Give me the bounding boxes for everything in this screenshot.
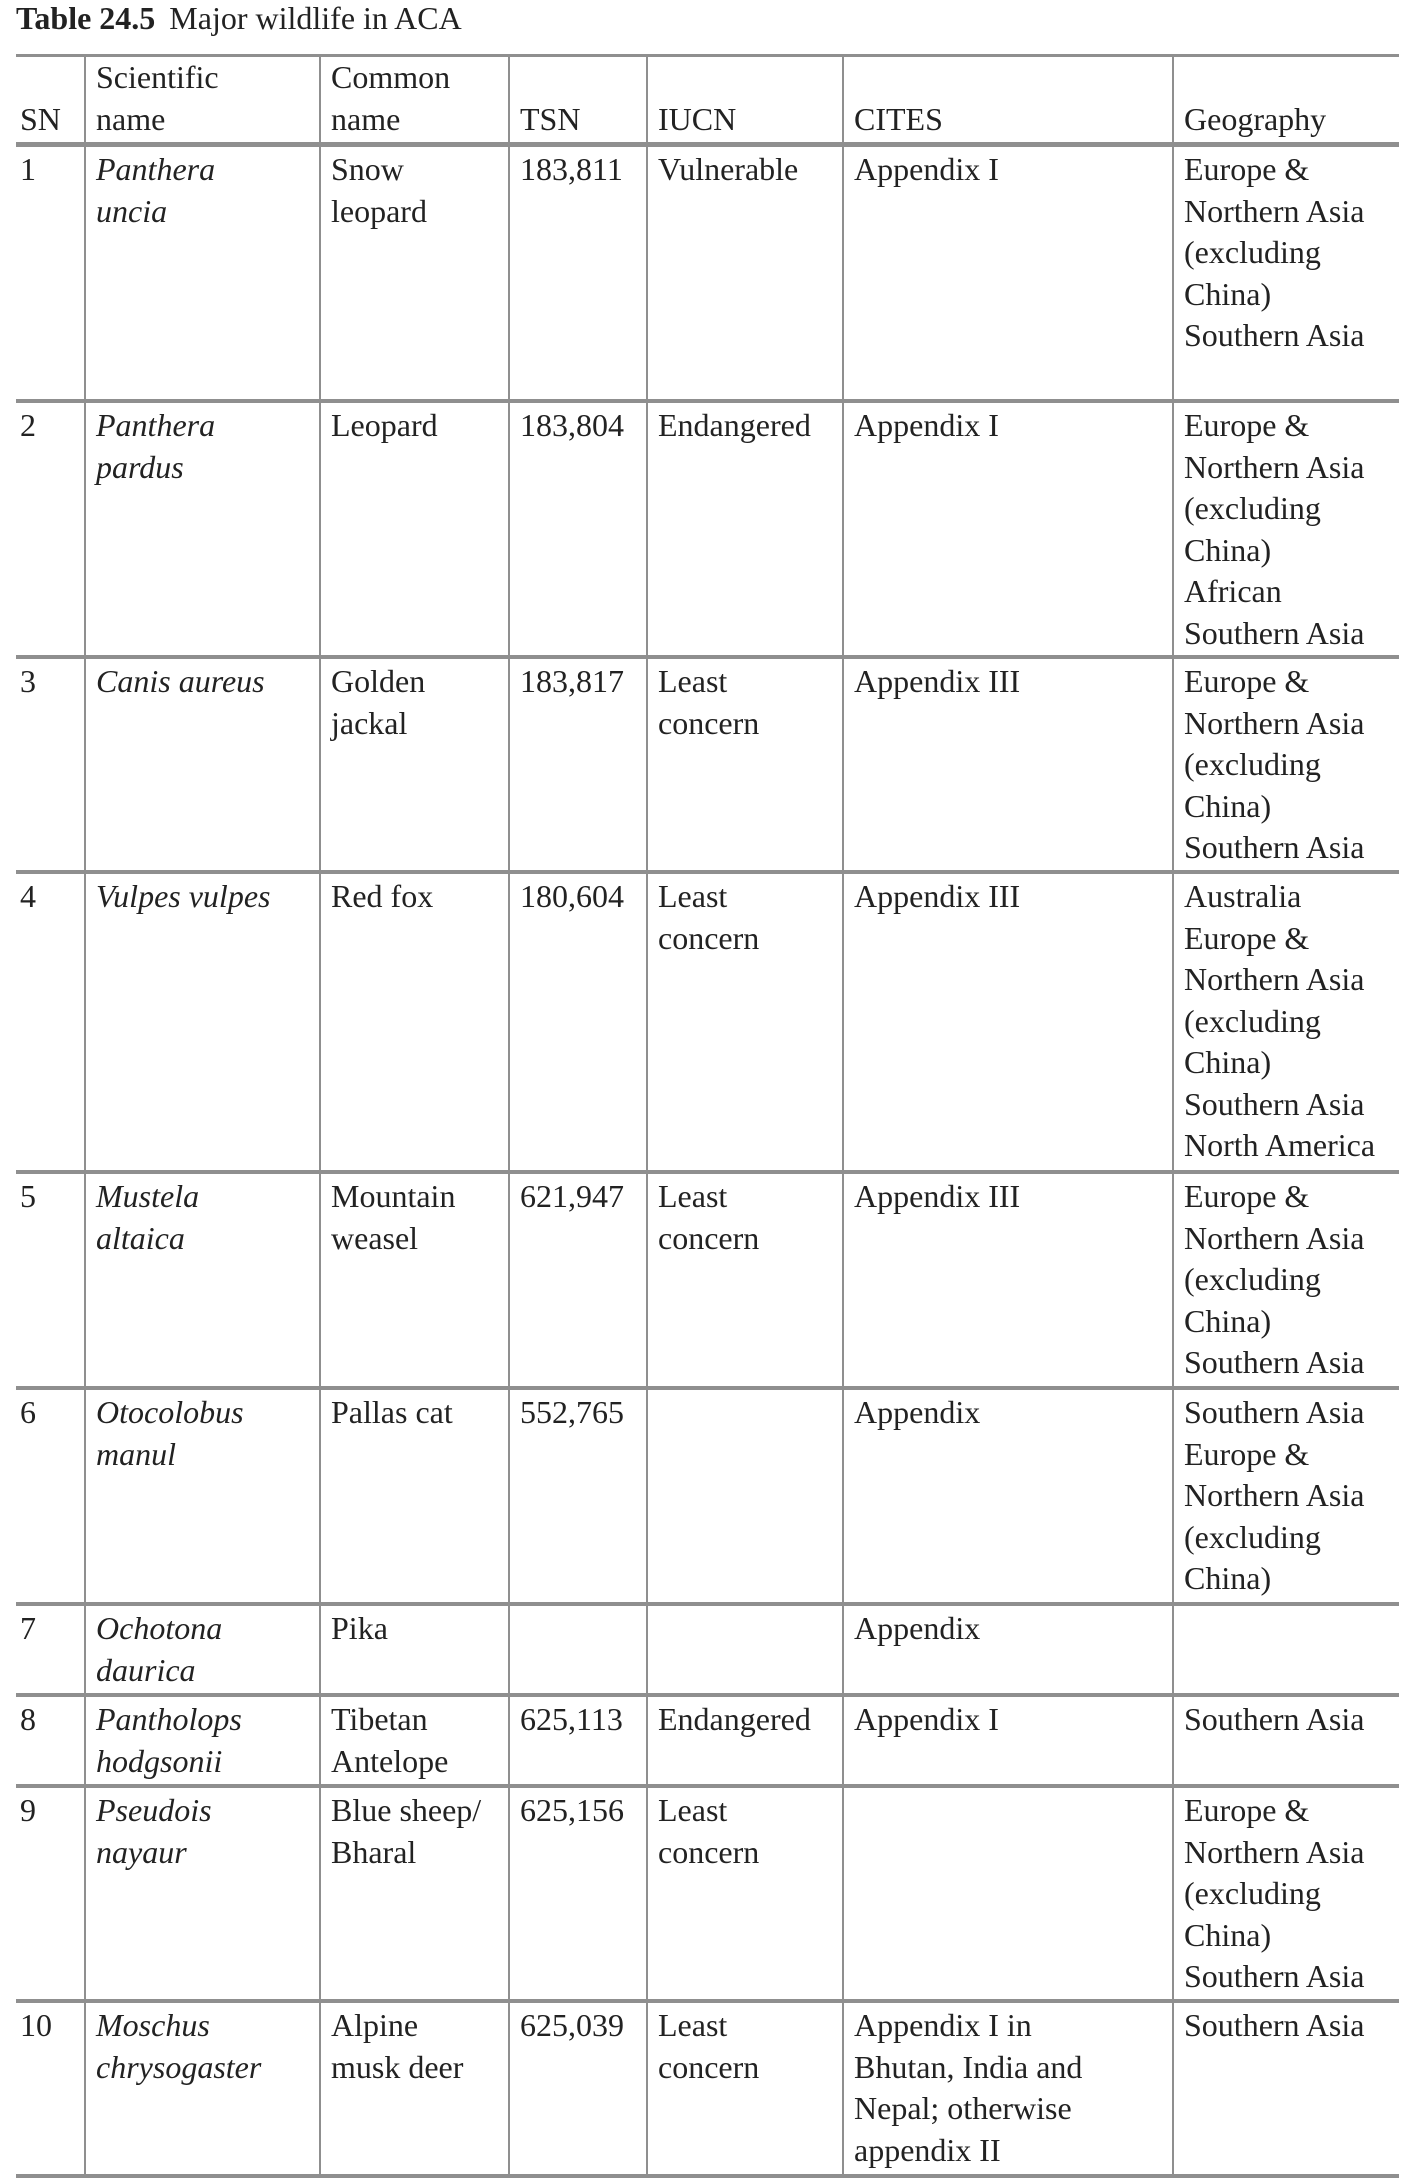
cell-text: 10: [20, 2007, 52, 2043]
cell-text: Snow: [331, 151, 404, 187]
table-row: [16, 2001, 1399, 2176]
cell-text: Endangered: [658, 1701, 811, 1737]
cell-geography: [1173, 1695, 1399, 1786]
cell-text: Southern Asia: [1184, 614, 1365, 651]
column-header-iucn: [647, 56, 843, 145]
cell-geography: [1173, 872, 1399, 1172]
column-header-sn: [16, 56, 85, 145]
cell-cites: [843, 1388, 1173, 1604]
cell-text: Southern Asia: [1184, 1085, 1365, 1122]
cell-text: concern: [658, 919, 760, 956]
cell-common: [320, 2001, 509, 2176]
cell-scientific: [85, 1388, 320, 1604]
cell-text: Bhutan, India and: [854, 2048, 1083, 2085]
cell-text: Pallas cat: [331, 1394, 453, 1430]
cell-sn: [16, 657, 85, 872]
table-row: [16, 145, 1399, 402]
cell-common: [320, 872, 509, 1172]
cell-text: 2: [20, 407, 36, 443]
wildlife-table: [16, 54, 1399, 2178]
cell-text: (excluding: [1184, 490, 1321, 526]
cell-text: Otocolobus: [96, 1394, 244, 1430]
cell-text: Appendix III: [854, 1178, 1021, 1214]
cell-text: Appendix I: [854, 1701, 999, 1737]
cell-text: Appendix III: [854, 878, 1021, 914]
cell-text: Vulnerable: [658, 151, 799, 187]
column-header-cites: [843, 56, 1173, 145]
cell-geography: [1173, 1604, 1399, 1695]
cell-text: altaica: [96, 1219, 185, 1256]
cell-sn: [16, 401, 85, 657]
cell-text: Leopard: [331, 407, 438, 443]
cell-text: manul: [96, 1435, 176, 1472]
cell-geography: [1173, 1786, 1399, 2001]
cell-text: 625,039: [520, 2007, 624, 2043]
cell-text: Europe &: [1184, 151, 1310, 187]
cell-text: Antelope: [331, 1742, 449, 1779]
cell-text: Appendix I: [854, 407, 999, 443]
column-header-text: IUCN: [658, 100, 737, 137]
cell-text: appendix II: [854, 2131, 1001, 2168]
cell-text: Southern Asia: [1184, 1701, 1365, 1737]
cell-text: Appendix I in: [854, 2007, 1032, 2043]
cell-common: [320, 1388, 509, 1604]
cell-text: Europe &: [1184, 1792, 1310, 1828]
column-header-text: TSN: [520, 100, 581, 137]
column-header-geography: [1173, 56, 1399, 145]
cell-tsn: [509, 2001, 647, 2176]
cell-geography: [1173, 2001, 1399, 2176]
table-row: [16, 872, 1399, 1172]
cell-text: 552,765: [520, 1394, 624, 1430]
cell-text: 5: [20, 1178, 36, 1214]
cell-sn: [16, 2001, 85, 2176]
cell-text: (excluding: [1184, 746, 1321, 782]
cell-text: 3: [20, 663, 36, 699]
cell-text: leopard: [331, 192, 427, 229]
cell-common: [320, 1172, 509, 1388]
column-header-tsn: [509, 56, 647, 145]
cell-cites: [843, 2001, 1173, 2176]
header-row: [16, 56, 1399, 145]
cell-text: 7: [20, 1610, 36, 1646]
cell-tsn: [509, 1604, 647, 1695]
cell-scientific: [85, 1604, 320, 1695]
cell-iucn: [647, 401, 843, 657]
cell-cites: [843, 401, 1173, 657]
table-header: [16, 56, 1399, 145]
cell-text: Nepal; otherwise: [854, 2090, 1072, 2126]
cell-text: concern: [658, 1219, 760, 1256]
column-header-text: Scientific: [96, 59, 219, 95]
cell-text: Least: [658, 663, 728, 699]
cell-iucn: [647, 1604, 843, 1695]
cell-scientific: [85, 1172, 320, 1388]
cell-text: Pseudois: [96, 1792, 212, 1828]
cell-scientific: [85, 401, 320, 657]
cell-scientific: [85, 1786, 320, 2001]
cell-text: 183,804: [520, 407, 624, 443]
cell-text: China): [1184, 531, 1272, 568]
cell-sn: [16, 1388, 85, 1604]
column-header-common: [320, 56, 509, 145]
cell-text: Northern Asia: [1184, 192, 1365, 229]
cell-text: China): [1184, 1560, 1272, 1596]
table-caption: [16, 0, 462, 44]
column-header-text: Common: [331, 59, 451, 95]
cell-text: Europe &: [1184, 919, 1310, 956]
table-row: [16, 657, 1399, 872]
cell-text: Mountain: [331, 1178, 456, 1214]
cell-sn: [16, 1604, 85, 1695]
cell-text: Europe &: [1184, 1435, 1310, 1472]
cell-text: 9: [20, 1792, 36, 1828]
cell-text: Appendix I: [854, 151, 999, 187]
cell-sn: [16, 1786, 85, 2001]
cell-text: Panthera: [96, 407, 216, 443]
cell-text: Canis aureus: [96, 663, 265, 699]
cell-text: Northern Asia: [1184, 704, 1365, 741]
cell-common: [320, 401, 509, 657]
cell-text: Vulpes vulpes: [96, 878, 271, 914]
cell-text: weasel: [331, 1219, 419, 1256]
column-header-text: CITES: [854, 100, 943, 137]
cell-text: China): [1184, 787, 1272, 824]
cell-iucn: [647, 145, 843, 402]
cell-text: Southern Asia: [1184, 829, 1365, 865]
cell-text: Northern Asia: [1184, 961, 1365, 997]
cell-text: Blue sheep/: [331, 1792, 482, 1828]
cell-text: musk deer: [331, 2048, 464, 2085]
table-body: [16, 145, 1399, 2177]
cell-text: concern: [658, 704, 760, 741]
table-row: [16, 1172, 1399, 1388]
cell-tsn: [509, 1695, 647, 1786]
cell-text: Southern Asia: [1184, 1344, 1365, 1380]
cell-text: 8: [20, 1701, 36, 1737]
cell-text: Australia: [1184, 878, 1302, 914]
column-header-text: Geography: [1184, 100, 1327, 137]
column-header-text: SN: [20, 100, 61, 137]
cell-common: [320, 1695, 509, 1786]
cell-sn: [16, 1172, 85, 1388]
cell-text: Europe &: [1184, 663, 1310, 699]
cell-iucn: [647, 1388, 843, 1604]
cell-text: China): [1184, 1044, 1272, 1080]
cell-sn: [16, 145, 85, 402]
cell-text: daurica: [96, 1651, 196, 1688]
cell-text: Least: [658, 1178, 728, 1214]
cell-text: Northern Asia: [1184, 1833, 1365, 1870]
cell-text: Mustela: [96, 1178, 200, 1214]
table-row: [16, 1695, 1399, 1786]
cell-text: Northern Asia: [1184, 1477, 1365, 1513]
cell-text: North America: [1184, 1127, 1376, 1163]
cell-text: (excluding: [1184, 234, 1321, 270]
cell-text: Southern Asia: [1184, 2007, 1365, 2043]
table-row: [16, 1388, 1399, 1604]
cell-text: Bharal: [331, 1833, 417, 1870]
cell-iucn: [647, 1786, 843, 2001]
cell-text: Southern Asia: [1184, 317, 1365, 353]
cell-text: Southern Asia: [1184, 1394, 1365, 1430]
cell-geography: [1173, 401, 1399, 657]
cell-common: [320, 145, 509, 402]
cell-tsn: [509, 145, 647, 402]
cell-text: Endangered: [658, 407, 811, 443]
cell-text: Tibetan: [331, 1701, 428, 1737]
cell-scientific: [85, 2001, 320, 2176]
cell-text: Least: [658, 2007, 728, 2043]
cell-scientific: [85, 872, 320, 1172]
cell-cites: [843, 872, 1173, 1172]
cell-text: Moschus: [96, 2007, 210, 2043]
cell-text: 4: [20, 878, 36, 914]
cell-tsn: [509, 1786, 647, 2001]
cell-text: Ochotona: [96, 1610, 223, 1646]
cell-text: China): [1184, 1916, 1272, 1953]
cell-cites: [843, 1172, 1173, 1388]
cell-text: Southern Asia: [1184, 1958, 1365, 1994]
cell-text: Northern Asia: [1184, 448, 1365, 485]
cell-text: pardus: [96, 448, 184, 485]
cell-text: Least: [658, 878, 728, 914]
cell-scientific: [85, 657, 320, 872]
cell-cites: [843, 145, 1173, 402]
cell-tsn: [509, 657, 647, 872]
table-row: [16, 401, 1399, 657]
cell-text: Europe &: [1184, 407, 1310, 443]
cell-text: Appendix: [854, 1610, 981, 1646]
cell-text: Pantholops: [96, 1701, 242, 1737]
cell-text: 183,817: [520, 663, 624, 699]
cell-text: 183,811: [520, 151, 623, 187]
cell-text: China): [1184, 275, 1272, 312]
cell-text: Red fox: [331, 878, 434, 914]
cell-text: Pika: [331, 1610, 388, 1646]
cell-text: concern: [658, 1833, 760, 1870]
cell-text: (excluding: [1184, 1875, 1321, 1911]
cell-text: jackal: [331, 704, 408, 741]
cell-text: 625,156: [520, 1792, 624, 1828]
cell-iucn: [647, 1172, 843, 1388]
cell-text: uncia: [96, 192, 168, 229]
cell-tsn: [509, 1388, 647, 1604]
cell-text: (excluding: [1184, 1261, 1321, 1297]
cell-text: nayaur: [96, 1833, 187, 1870]
column-header-text: name: [331, 100, 401, 137]
cell-common: [320, 657, 509, 872]
cell-text: 180,604: [520, 878, 624, 914]
cell-text: (excluding: [1184, 1518, 1321, 1555]
column-header-scientific: [85, 56, 320, 145]
cell-common: [320, 1786, 509, 2001]
cell-geography: [1173, 1172, 1399, 1388]
table-number: Table 24.5: [16, 0, 156, 36]
cell-text: Least: [658, 1792, 728, 1828]
cell-cites: [843, 657, 1173, 872]
cell-geography: [1173, 657, 1399, 872]
cell-geography: [1173, 145, 1399, 402]
cell-cites: [843, 1695, 1173, 1786]
cell-common: [320, 1604, 509, 1695]
cell-iucn: [647, 657, 843, 872]
cell-geography: [1173, 1388, 1399, 1604]
cell-text: Panthera: [96, 151, 216, 187]
column-header-text: name: [96, 100, 166, 137]
cell-text: Golden: [331, 663, 426, 699]
cell-text: Alpine: [331, 2007, 419, 2043]
cell-iucn: [647, 2001, 843, 2176]
cell-text: 1: [20, 151, 36, 187]
cell-text: concern: [658, 2048, 760, 2085]
cell-tsn: [509, 872, 647, 1172]
cell-text: China): [1184, 1302, 1272, 1339]
cell-iucn: [647, 872, 843, 1172]
cell-text: Appendix III: [854, 663, 1021, 699]
cell-text: 6: [20, 1394, 36, 1430]
cell-text: chrysogaster: [96, 2048, 262, 2085]
cell-text: Appendix: [854, 1394, 981, 1430]
cell-scientific: [85, 1695, 320, 1786]
table-row: [16, 1604, 1399, 1695]
cell-text: 625,113: [520, 1701, 623, 1737]
cell-sn: [16, 872, 85, 1172]
cell-text: hodgsonii: [96, 1742, 223, 1779]
cell-sn: [16, 1695, 85, 1786]
cell-cites: [843, 1786, 1173, 2001]
table-row: [16, 1786, 1399, 2001]
cell-text: African: [1184, 573, 1282, 609]
cell-text: Europe &: [1184, 1178, 1310, 1214]
cell-tsn: [509, 1172, 647, 1388]
table-title: Major wildlife in ACA: [169, 0, 462, 36]
cell-text: Northern Asia: [1184, 1219, 1365, 1256]
cell-scientific: [85, 145, 320, 402]
cell-iucn: [647, 1695, 843, 1786]
cell-text: (excluding: [1184, 1002, 1321, 1039]
cell-text: 621,947: [520, 1178, 624, 1214]
cell-tsn: [509, 401, 647, 657]
cell-cites: [843, 1604, 1173, 1695]
